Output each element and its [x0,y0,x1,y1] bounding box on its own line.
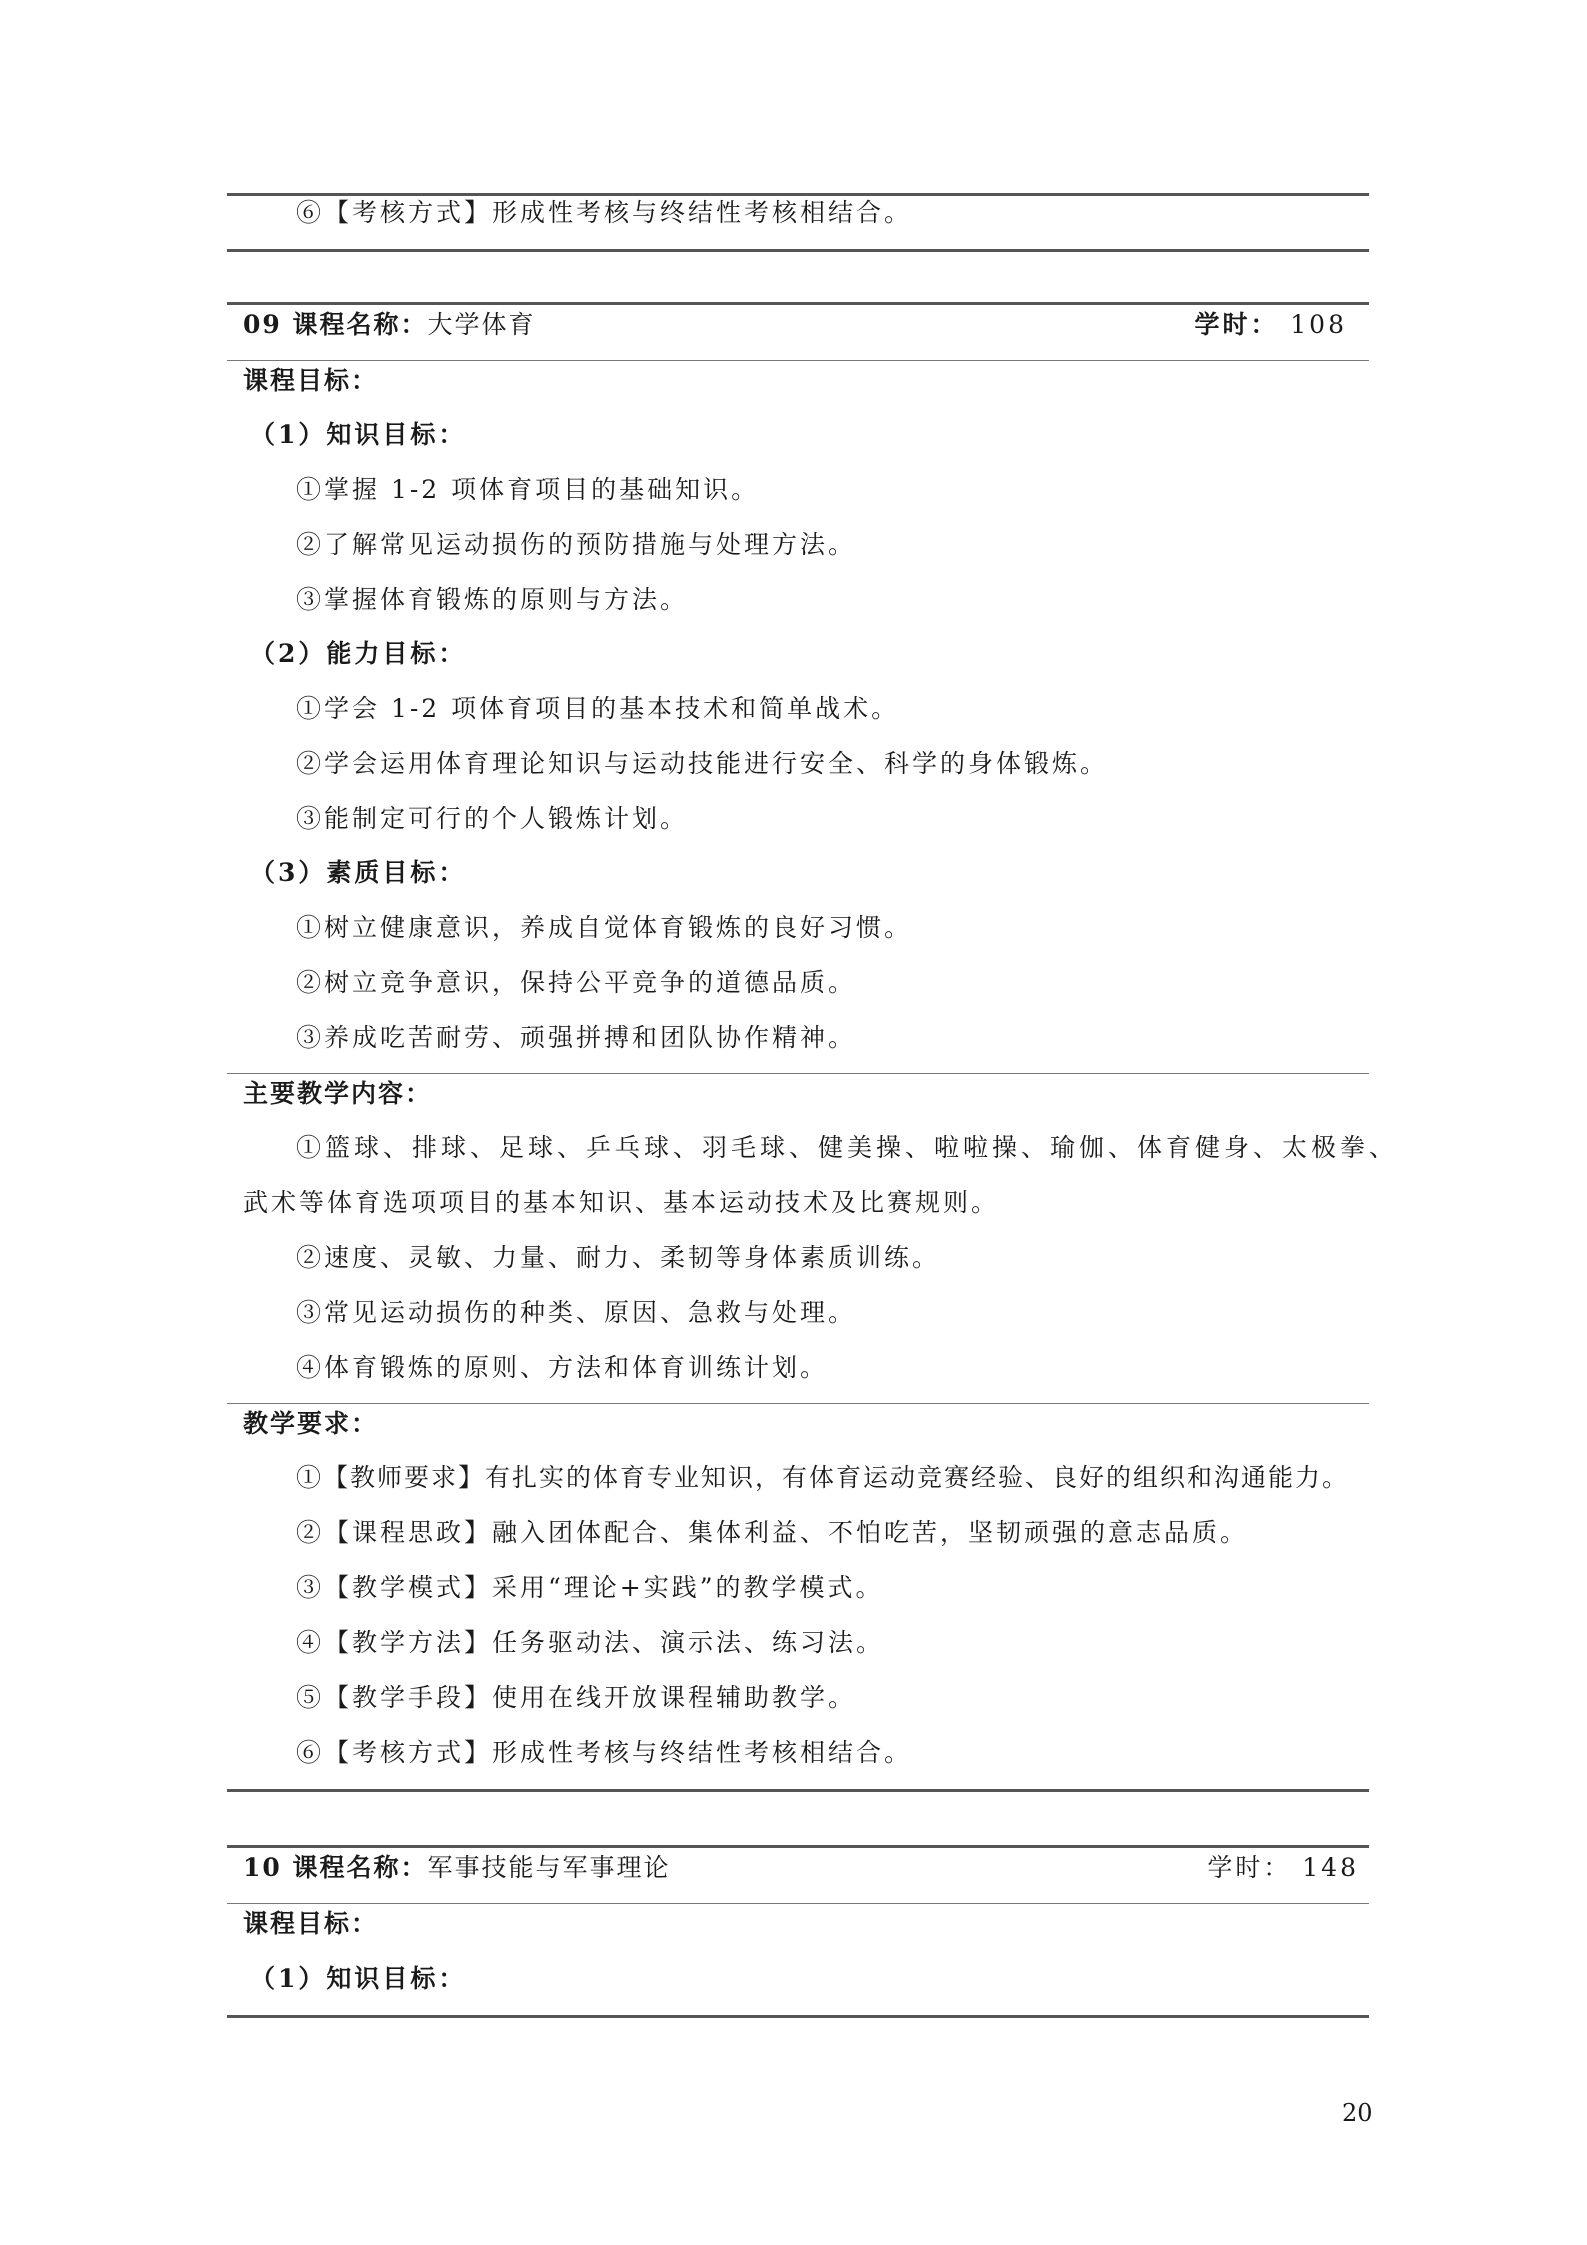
requirement-item: ①【教师要求】有扎实的体育专业知识，有体育运动竞赛经验、良好的组织和沟通能力。 [296,1463,1350,1492]
requirement-item: ④【教学方法】任务驱动法、演示法、练习法。 [296,1628,885,1657]
quality-item: ③养成吃苦耐劳、顽强拼搏和团队协作精神。 [296,1023,857,1052]
course10-top-rule [227,1845,1369,1848]
course09-header-divider [227,360,1369,361]
course10-goals-heading: 课程目标： [243,1909,379,1938]
requirement-item: ②【课程思政】融入团体配合、集体利益、不怕吃苦，坚韧顽强的意志品质。 [296,1518,1249,1547]
course10-name: 军事技能与军事理论 [427,1853,671,1882]
quality-item: ①树立健康意识，养成自觉体育锻炼的良好习惯。 [296,913,913,942]
course09-title [243,308,536,342]
section-end-rule [227,249,1369,252]
course10-knowledge-title: （1）知识目标： [250,1964,467,1993]
knowledge-item: ②了解常见运动损伤的预防措施与处理方法。 [296,530,857,559]
course09-name-label: 课程名称： [292,310,428,339]
course09-hours-value: 108 [1290,310,1347,339]
content-item: ②速度、灵敏、力量、耐力、柔韧等身体素质训练。 [296,1243,941,1272]
course09-top-rule [227,302,1369,305]
knowledge-item: ①掌握 1-2 项体育项目的基础知识。 [296,475,760,504]
course09-hours-label: 学时： [1194,310,1279,339]
course10-hours-label: 学时： [1207,1853,1292,1882]
ability-item: ①学会 1-2 项体育项目的基本技术和简单战术。 [296,694,900,723]
course10-hours [1207,1851,1359,1885]
course10-number: 10 [243,1853,282,1882]
goals-divider [227,1073,1369,1074]
page-number: 20 [1342,2099,1373,2127]
knowledge-goal-title: （1）知识目标： [250,420,467,449]
goals-heading: 课程目标： [243,366,379,395]
knowledge-item: ③掌握体育锻炼的原则与方法。 [296,585,689,614]
course09-number: 09 [243,310,282,339]
content-divider [227,1403,1369,1404]
course10-hours-value: 148 [1302,1853,1359,1882]
course09-bottom-rule [227,1789,1369,1792]
course09-name: 大学体育 [427,310,536,339]
content-heading: 主要教学内容： [243,1079,433,1108]
course10-title [243,1851,671,1885]
content-item: ④体育锻炼的原则、方法和体育训练计划。 [296,1353,829,1382]
requirement-item: ⑤【教学手段】使用在线开放课程辅助教学。 [296,1683,857,1712]
course09-hours [1195,308,1347,342]
assess-mode-text: ⑥【考核方式】形成性考核与终结性考核相结合。 [296,198,913,227]
ability-item: ②学会运用体育理论知识与运动技能进行安全、科学的身体锻炼。 [296,749,1109,778]
ability-item: ③能制定可行的个人锻炼计划。 [296,804,689,833]
content-item: ③常见运动损伤的种类、原因、急救与处理。 [296,1298,857,1327]
quality-item: ②树立竞争意识，保持公平竞争的道德品质。 [296,968,857,997]
course10-name-label: 课程名称： [292,1853,428,1882]
quality-goal-title: （3）素质目标： [250,858,467,887]
content-item: ①篮球、排球、足球、乒乓球、羽毛球、健美操、啦啦操、瑜伽、体育健身、太极拳、 [296,1133,1399,1162]
requirements-heading: 教学要求： [243,1409,379,1438]
page-bottom-rule [227,2015,1369,2018]
course10-header-divider [227,1903,1369,1904]
ability-goal-title: （2）能力目标： [250,639,467,668]
content-item: 武术等体育选项项目的基本知识、基本运动技术及比赛规则。 [243,1188,1000,1217]
requirement-item: ⑥【考核方式】形成性考核与终结性考核相结合。 [296,1738,913,1767]
requirement-item: ③【教学模式】采用“理论+实践”的教学模式。 [296,1573,884,1602]
